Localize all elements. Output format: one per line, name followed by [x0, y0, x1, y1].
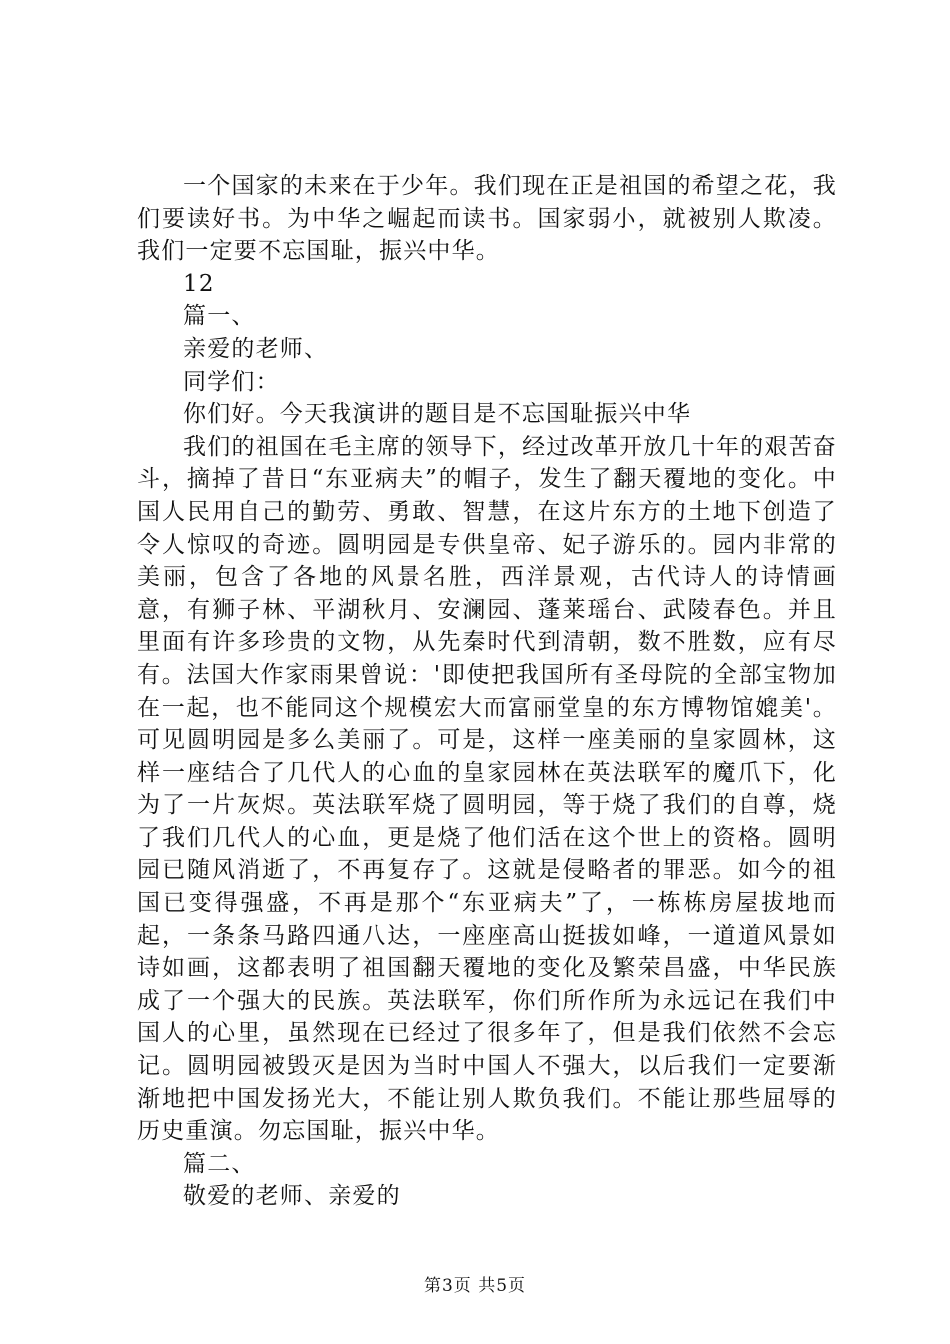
- section-heading-1: 篇一、: [183, 303, 256, 330]
- salutation-students: 同学们：: [183, 368, 280, 395]
- section-heading-2: 篇二、: [183, 1150, 256, 1177]
- salutation-2: 敬爱的老师、亲爱的: [183, 1183, 401, 1210]
- salutation-teachers: 亲爱的老师、: [183, 335, 329, 362]
- paragraph-main: 我们的祖国在毛主席的领导下，经过改革开放几十年的艰苦奋斗，摘掉了昔日“东亚病夫”的帽子，发生了翻天覆地的变化。中国人民用自己的勤劳、勇敢、智慧，在这片东方的土地下创造了令人惊叹的奇迹。圆明园是专供皇帝、妃子游乐的。园内非常的美丽，包含了各地的风景名胜，西洋景观，古代诗人的诗情画意，有狮子林、平湖秋月、安澜园、蓬莱瑶台、武陵春色。并且里面有许多珍贵的文物，从先秦时代到清朝，数不胜数，应有尽有。法国大作家雨果曾说：'即使把我国所有圣母院的全部宝物加在一起，也不能同这个规模宏大而富丽堂皇的东方博物馆媲美'。可见圆明园是多么美丽了。可是，这样一座美丽的皇家圆林，这样一座结合了几代人的心血的皇家园林在英法联军的魔爪下，化为了一片灰烬。英法联军烧了圆明园，等于烧了我们的自尊，烧了我们几代人的心血，更是烧了他们活在这个世上的资格。圆明园已随风消逝了，不再复存了。这就是侵略者的罪恶。如今的祖国已变得强盛，不再是那个“东亚病夫”了，一栋栋房屋拔地而起，一条条马路四通八达，一座座高山挺拔如峰，一道道风景如诗如画，这都表明了祖国翻天覆地的变化及繁荣昌盛，中华民族成了一个强大的民族。英法联军，你们所作所为永远记在我们中国人的心里，虽然现在已经过了很多年了，但是我们依然不会忘记。圆明园被毁灭是因为当时中国人不强大，以后我们一定要渐渐地把中国发扬光大，不能让别人欺负我们。不能让那些屈辱的历史重演。勿忘国耻，振兴中华。: [137, 433, 837, 1145]
- greeting-line: 你们好。今天我演讲的题目是不忘国耻振兴中华: [183, 401, 692, 428]
- paragraph-intro: 一个国家的未来在于少年。我们现在正是祖国的希望之花，我们要读好书。为中华之崛起而读书。国家弱小，就被别人欺凌。我们一定要不忘国耻，振兴中华。: [137, 173, 837, 265]
- line-number: 12: [183, 270, 215, 297]
- document-body: [137, 170, 837, 1213]
- page-footer: 第3页 共5页: [423, 1276, 527, 1296]
